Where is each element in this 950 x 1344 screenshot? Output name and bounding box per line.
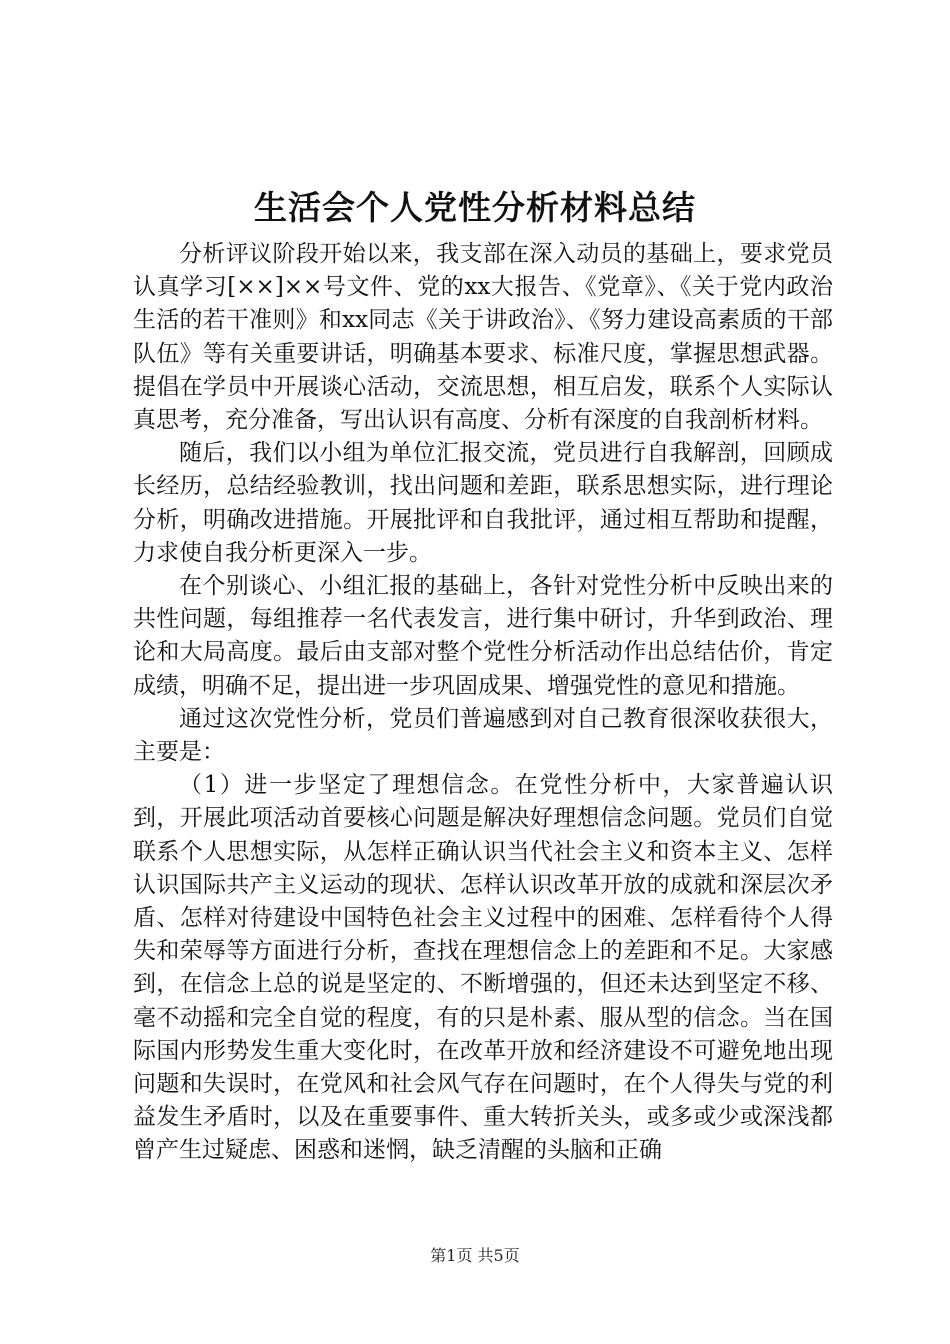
paragraph-intro: 分析评议阶段开始以来，我支部在深入动员的基础上，要求党员认真学习[××]××号文件、党的xx大报告、《党章》、《关于党内政治生活的若干准则》和xx同志《关于讲政治》、《努力建设高素质的干部队伍》等有关重要讲话，明确基本要求、标准尺度，掌握思想武器。提倡在学员中开展谈心活动，交流思想，相互启发，联系个人实际认真思考，充分准备，写出认识有高度、分析有深度的自我剖析材料。 <box>133 241 833 434</box>
page-footer: 第1页 共5页 <box>430 1246 520 1265</box>
paragraph-group-report: 随后，我们以小组为单位汇报交流，党员进行自我解剖，回顾成长经历，总结经验教训，找出问题和差距，联系思想实际，进行理论分析，明确改进措施。开展批评和自我批评，通过相互帮助和提醒，力求使自我分析更深入一步。 <box>133 440 833 566</box>
document-body <box>133 238 833 1168</box>
paragraph-gains-intro: 通过这次党性分析，党员们普遍感到对自己教育很深收获很大，主要是： <box>133 705 833 766</box>
paragraph-discussion: 在个别谈心、小组汇报的基础上，各针对党性分析中反映出来的共性问题，每组推荐一名代表发言，进行集中研讨，升华到政治、理论和大局高度。最后由支部对整个党性分析活动作出总结估价，肯定成绩，明确不足，提出进一步巩固成果、增强党性的意见和措施。 <box>133 573 833 699</box>
paragraph-item-1: （1）进一步坚定了理想信念。在党性分析中，大家普遍认识到，开展此项活动首要核心问题是解决好理想信念问题。党员们自觉联系个人思想实际，从怎样正确认识当代社会主义和资本主义、怎样认识国际共产主义运动的现状、怎样认识改革开放的成就和深层次矛盾、怎样对待建设中国特色社会主义过程中的困难、怎样看待个人得失和荣辱等方面进行分析，查找在理想信念上的差距和不足。大家感到，在信念上总的说是坚定的、不断增强的，但还未达到坚定不移、毫不动摇和完全自觉的程度，有的只是朴素、服从型的信念。当在国际国内形势发生重大变化时，在改革开放和经济建设不可避免地出现问题和失误时，在党风和社会风气存在问题时，在个人得失与党的利益发生矛盾时，以及在重要事件、重大转折关头，或多或少或深浅都曾产生过疑虑、困惑和迷惘，缺乏清醒的头脑和正确 <box>133 772 833 1164</box>
document-title: 生活会个人党性分析材料总结 <box>254 188 696 227</box>
